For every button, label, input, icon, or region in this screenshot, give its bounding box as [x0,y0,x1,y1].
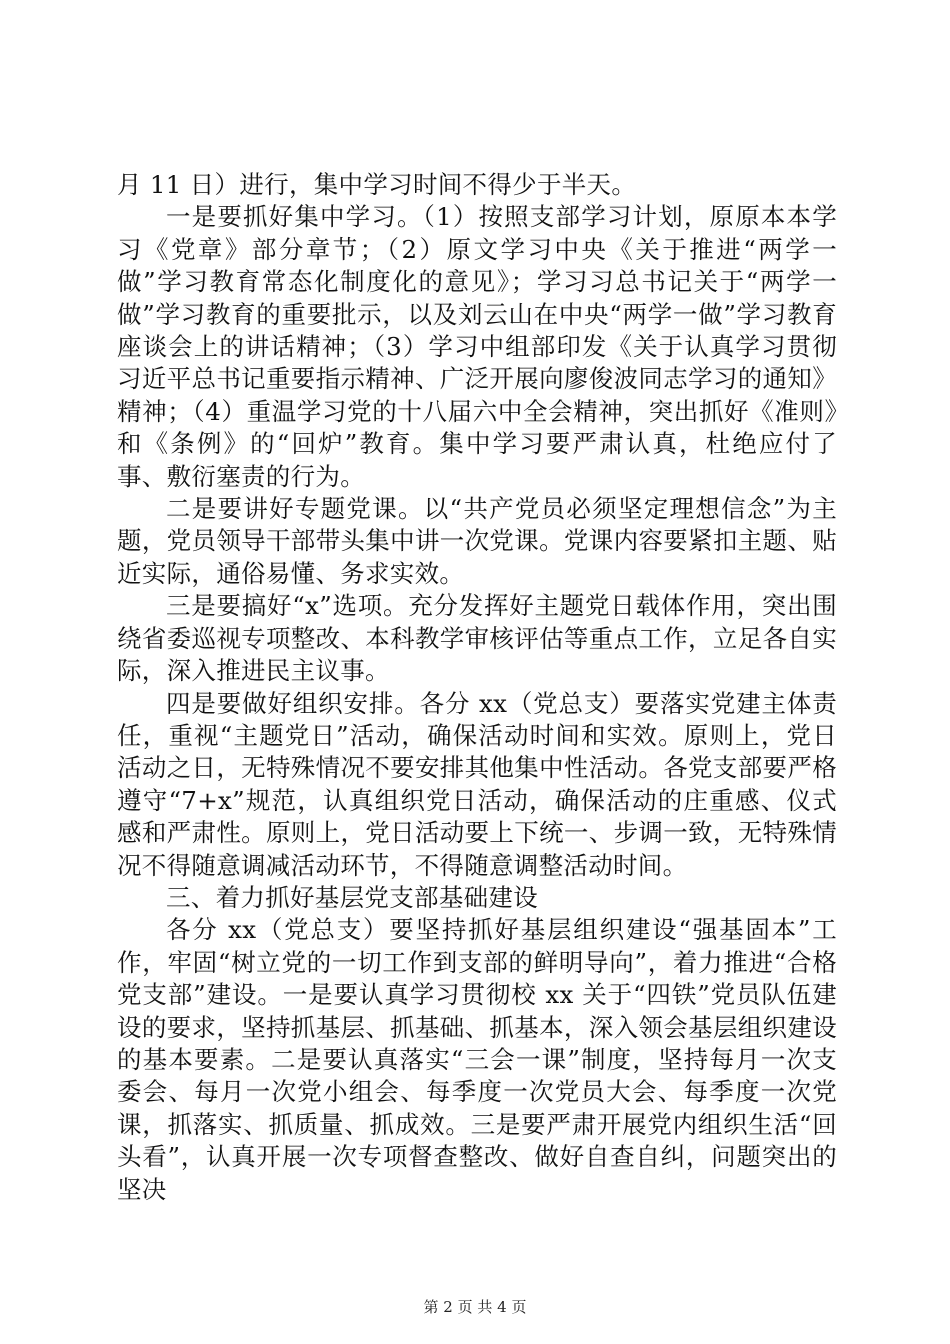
paragraph-organization: 四是要做好组织安排。各分 xx（党总支）要落实党建主体责任，重视“主题党日”活动，确保活动时间和实效。原则上，党日活动之日，无特殊情况不要安排其他集中性活动。各党支部要严格遵守“7+x”规范，认真组织党日活动，确保活动的庄重感、仪式感和严肃性。原则上，党日活动要上下统一、步调一致，无特殊情况不得随意调减活动环节，不得随意调整活动时间。 [117,688,837,880]
paragraph-x-option: 三是要搞好“x”选项。充分发挥好主题党日载体作用，突出围绕省委巡视专项整改、本科教学审核评估等重点工作，立足各自实际，深入推进民主议事。 [117,591,837,686]
paragraph-party-lecture: 二是要讲好专题党课。以“共产党员必须坚定理想信念”为主题，党员领导干部带头集中讲一次党课。党课内容要紧扣主题、贴近实际，通俗易懂、务求实效。 [117,494,837,588]
paragraph-concentrated-study: 一是要抓好集中学习。（1）按照支部学习计划，原原本本学习《党章》部分章节；（2）原文学习中央《关于推进“两学一做”学习教育常态化制度化的意见》；学习习总书记关于“两学一做”学习教育的重要批示，以及刘云山在中央“两学一做”学习教育座谈会上的讲话精神；（3）学习中组部印发《关于认真学习贯彻习近平总书记重要指示精神、广泛开展向廖俊波同志学习的通知》精神；（4）重温学习党的十八届六中全会精神，突出抓好《准则》和《条例》的“回炉”教育。集中学习要严肃认真，杜绝应付了事、敷衍塞责的行为。 [117,202,837,491]
section-heading-3: 三、着力抓好基层党支部基础建设 [166,882,538,912]
paragraph-grassroots-building: 各分 xx（党总支）要坚持抓好基层组织建设“强基固本”工作，牢固“树立党的一切工作到支部的鲜明导向”，着力推进“合格党支部”建设。一是要认真学习贯彻校 xx 关于“四铁”党员队伍建设的要求，坚持抓基层、抓基础、抓基本，深入领会基层组织建设的基本要素。二是要认真落实“三会一课”制度，坚持每月一次支委会、每月一次党小组会、每季度一次党员大会、每季度一次党课，抓落实、抓质量、抓成效。三是要严肃开展党内组织生活“回头看”，认真开展一次专项督查整改、做好自查自纠，问题突出的坚决 [117,915,837,1204]
page-number-footer: 第 2 页 共 4 页 [423,1298,527,1316]
document-body [117,169,837,1206]
paragraph-continuation: 月 11 日）进行，集中学习时间不得少于半天。 [117,170,637,199]
